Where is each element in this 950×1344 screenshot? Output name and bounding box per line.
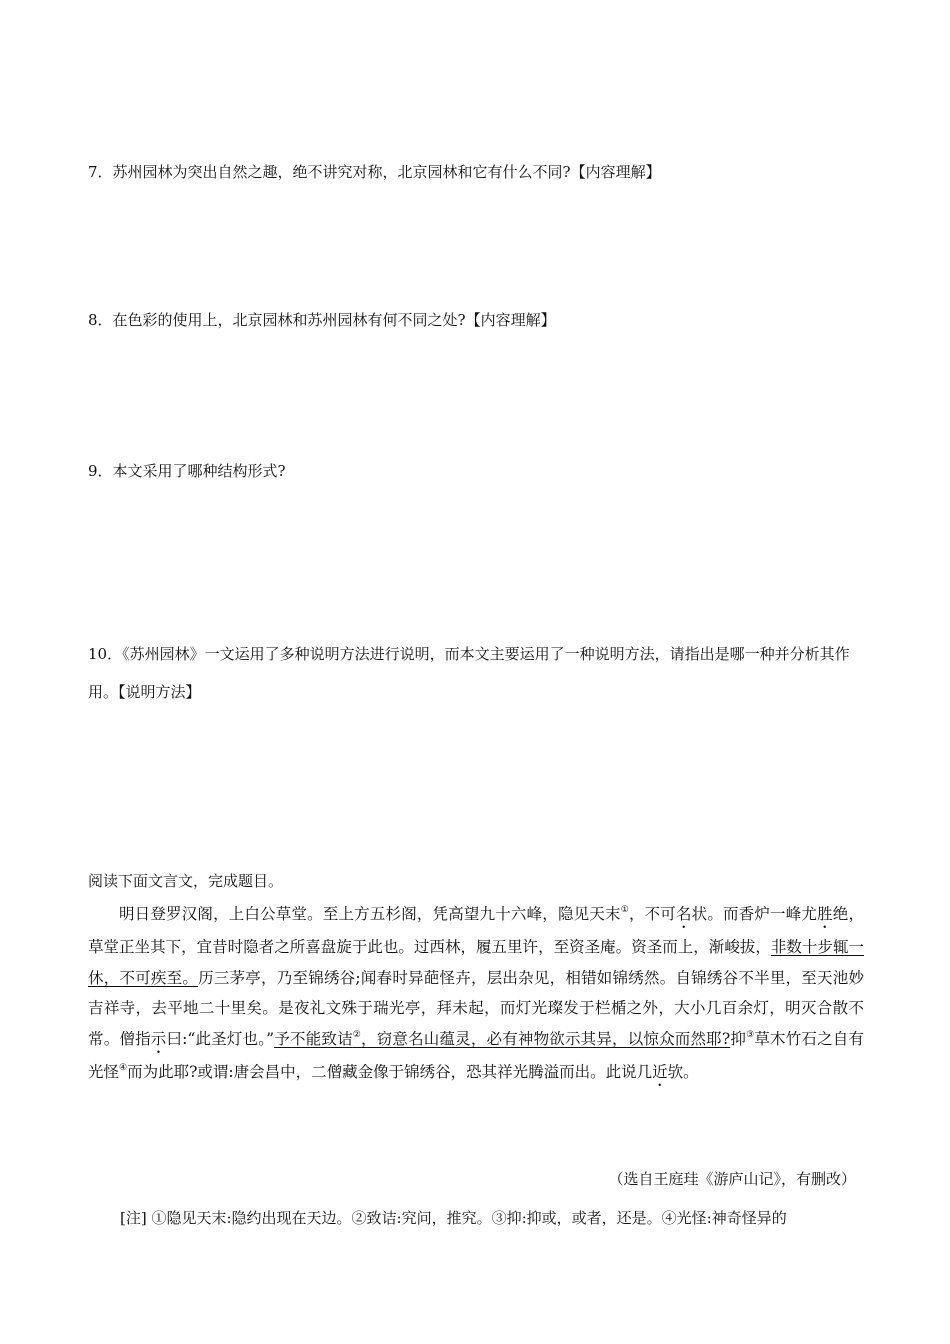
passage-source: （选自王庭珪《游庐山记》，有删改） bbox=[608, 1170, 856, 1188]
question-10 bbox=[88, 635, 863, 711]
footnotes: [注] ①隐见天末:隐约出现在天边。②致诘:究问，推究。③抑:抑或，或者，还是。④光怪:神奇怪异的 bbox=[120, 1209, 787, 1227]
question-number: 10． bbox=[88, 645, 123, 663]
classical-chinese-passage bbox=[88, 899, 864, 1090]
question-text: 在色彩的使用上，北京园林和苏州园林有何不同之处?【内容理解】 bbox=[112, 311, 556, 329]
underlined-sentence: 非数十步辄一休，不可疾至。 bbox=[88, 938, 864, 987]
passage-text: 草木竹石之自有光怪 bbox=[88, 1029, 864, 1081]
passage-text: 予不能致诘 bbox=[274, 1029, 353, 1048]
dotted-word: 名 bbox=[675, 905, 692, 923]
passage-text: 抑 bbox=[730, 1029, 747, 1048]
passage-text: 曰:“此圣灯也。” bbox=[166, 1029, 275, 1048]
footnote-marker: ③ bbox=[746, 1029, 755, 1040]
dotted-word: 胜 bbox=[817, 905, 833, 923]
passage-text: 状。而香炉一峰尤 bbox=[691, 905, 818, 923]
question-number: 7． bbox=[88, 163, 113, 181]
question-text: 本文采用了哪种结构形式? bbox=[112, 462, 286, 480]
dotted-word: 示 bbox=[150, 1029, 167, 1048]
footnote-marker: ② bbox=[352, 1029, 362, 1040]
passage-text: 历三茅亭，乃至锦绣谷;闻春时异葩怪卉，层出杂见，相错如锦绣然。自锦绣谷不半里，至天池妙吉祥寺，去平地二十里矣。是夜礼文殊于瑞光亭，拜未起，而灯光璨发于栏楯之外，大小几百余灯，明灭合散不常。僧指 bbox=[88, 968, 864, 1048]
underlined-sentence bbox=[274, 1030, 730, 1048]
question-9 bbox=[88, 460, 286, 482]
question-text: 《苏州园林》一文运用了多种说明方法进行说明，而本文主要运用了一种说明方法，请指出是哪一种并分析其作用。【说明方法】 bbox=[88, 645, 850, 701]
question-text: 苏州园林为突出自然之趣，绝不讲究对称，北京园林和它有什么不同?【内容理解】 bbox=[112, 163, 661, 181]
question-7 bbox=[88, 161, 661, 183]
passage-text: 而为此耶?或谓:唐会昌中，二僧藏金像于锦绣谷，恐其祥光腾溢而出。此说几 bbox=[127, 1062, 653, 1081]
passage-text: 欤。 bbox=[667, 1062, 699, 1081]
question-number: 8． bbox=[88, 311, 113, 329]
question-8 bbox=[88, 309, 556, 331]
question-number: 9． bbox=[88, 462, 113, 480]
reading-instruction: 阅读下面文言文，完成题目。 bbox=[88, 872, 284, 890]
footnote-marker: ④ bbox=[119, 1062, 128, 1073]
passage-text: 明日登罗汉阁，上白公草堂。至上方五杉阁，凭高望九十六峰，隐见天末 bbox=[119, 905, 621, 923]
passage-text: 绝，草堂正坐其下，宜昔时隐者之所喜盘旋于此也。过西林，履五里许，至资圣庵。资圣而上，渐峻拔， bbox=[88, 905, 864, 956]
dotted-word: 近 bbox=[652, 1062, 668, 1081]
footnote-marker: ① bbox=[620, 905, 629, 915]
passage-text: ，窃意名山蕴灵，必有神物欲示其异，以惊众而然耶? bbox=[361, 1029, 731, 1048]
passage-text: ，不可 bbox=[628, 905, 676, 923]
